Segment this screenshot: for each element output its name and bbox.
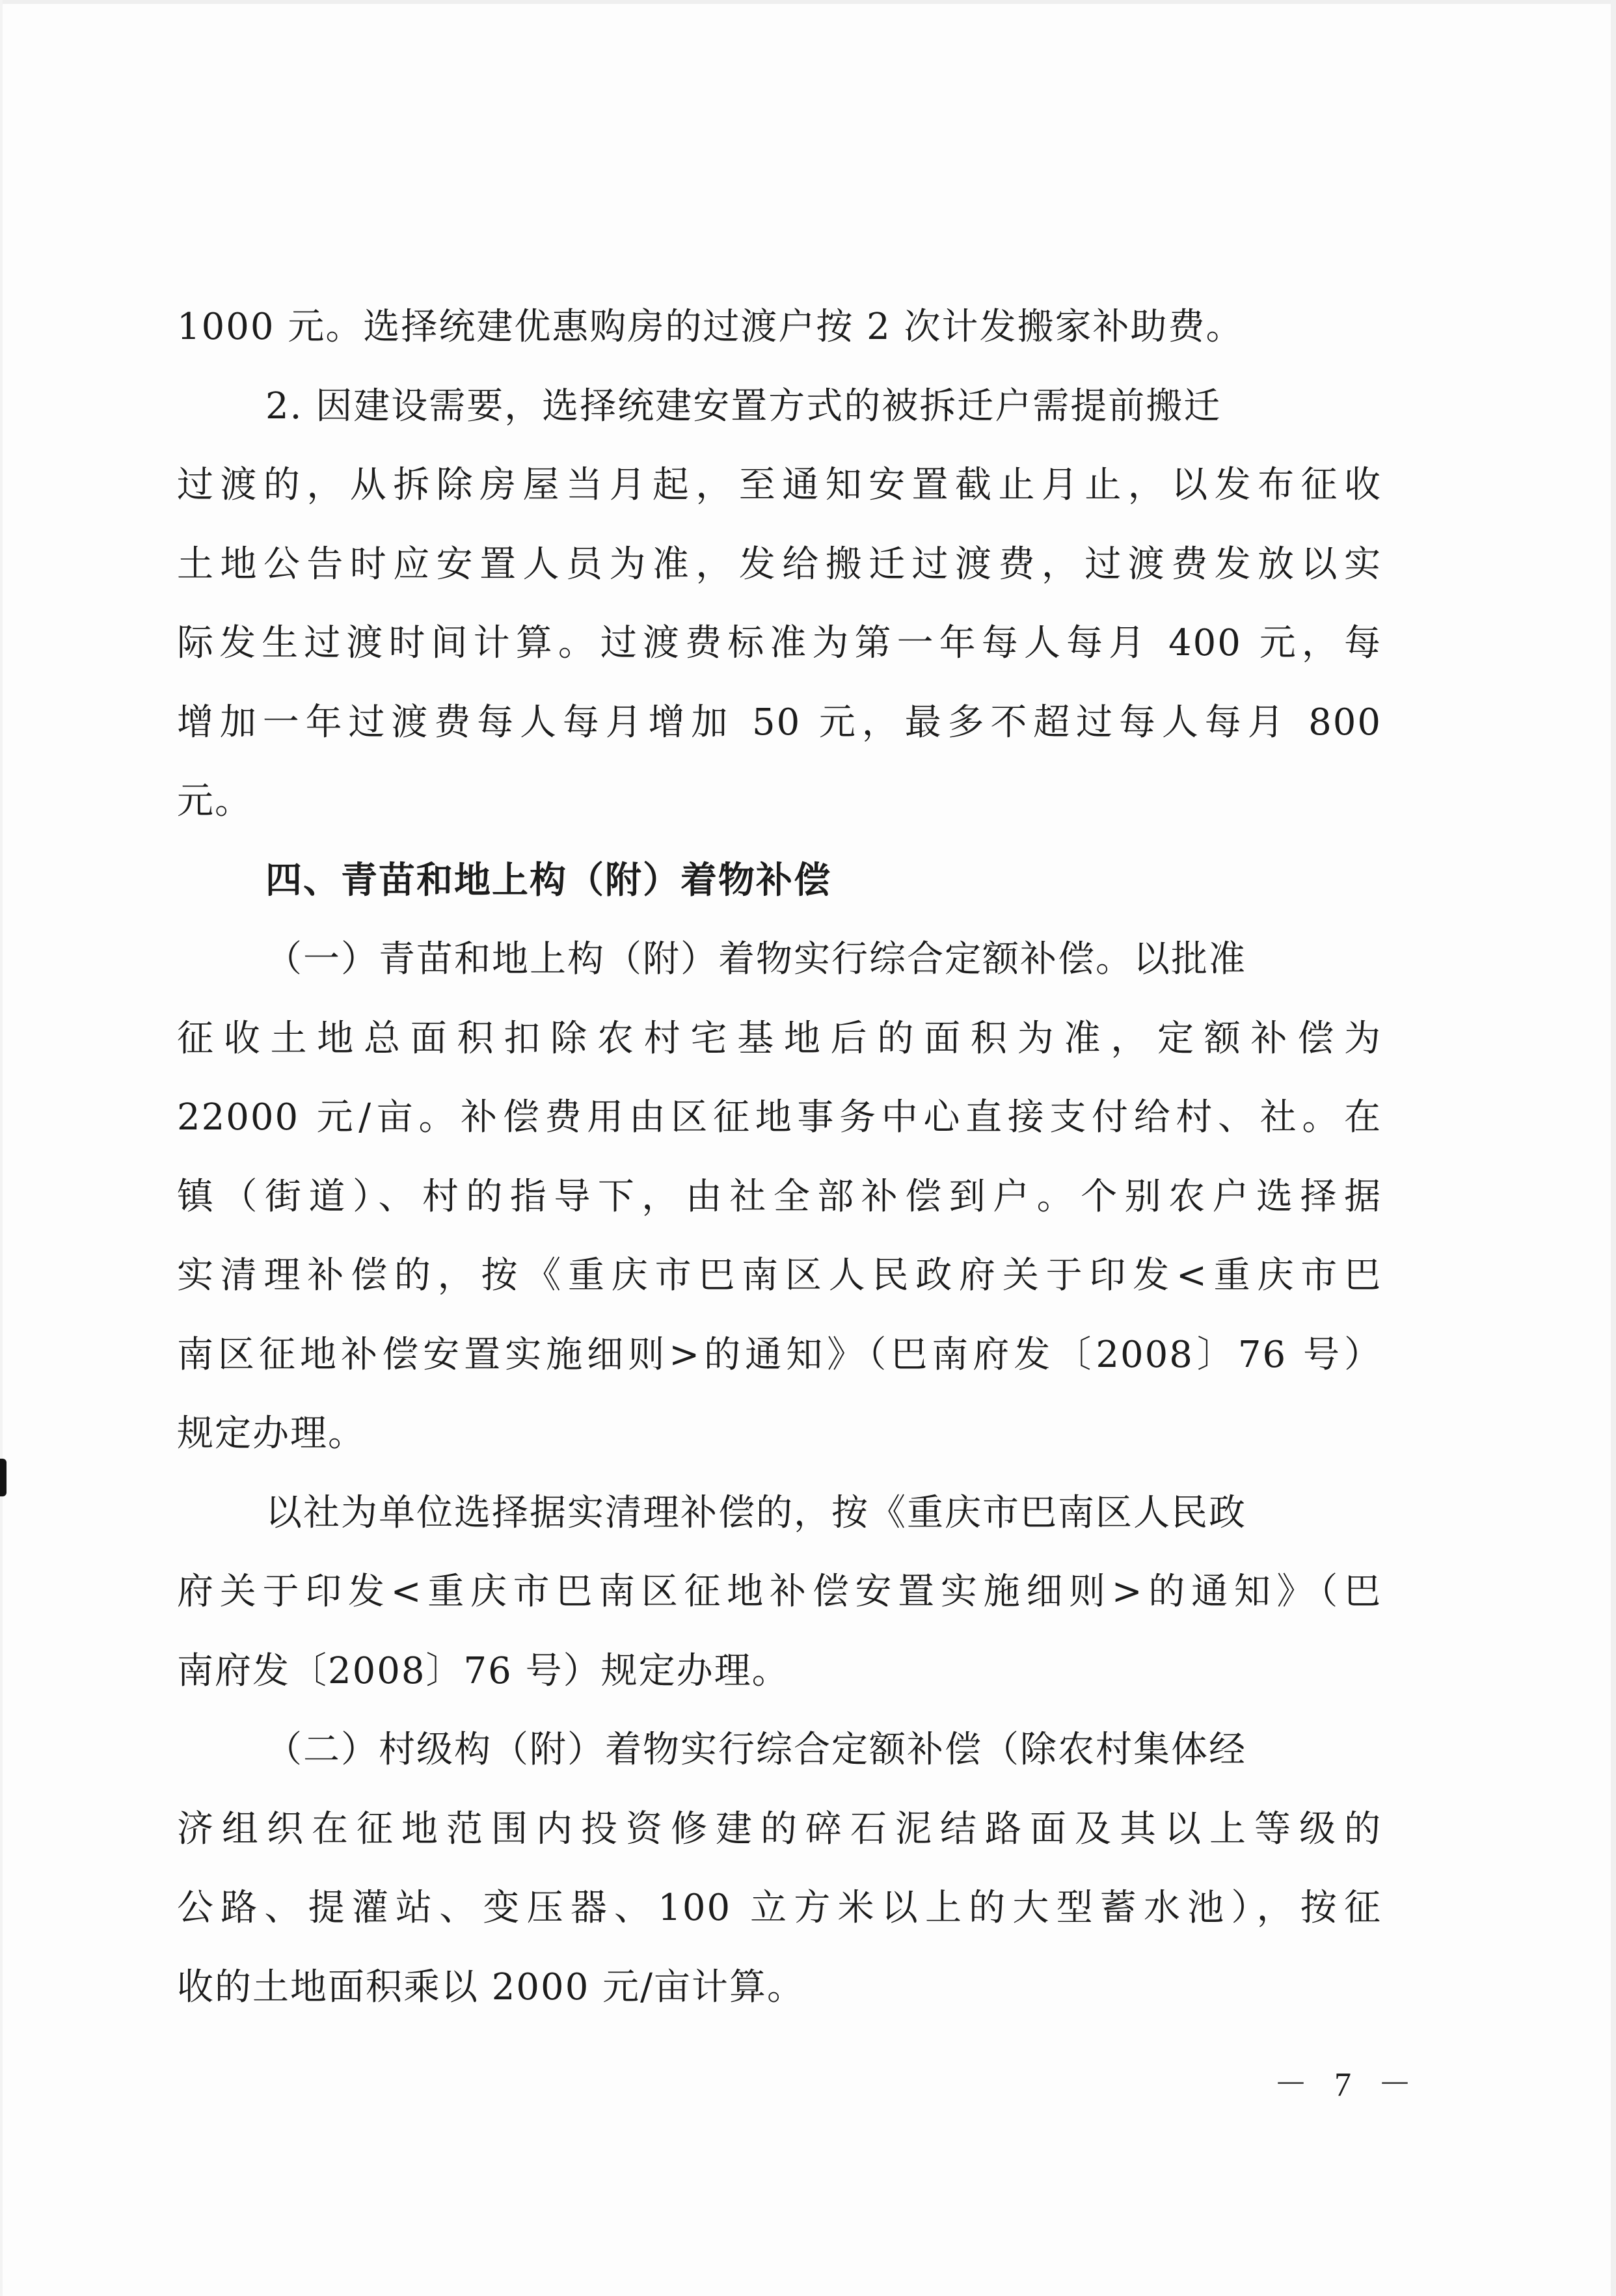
text-line: 际发生过渡时间计算。过渡费标准为第一年每人每月 400 元，每 [177, 622, 1382, 664]
text-line: 府关于印发<重庆市巴南区征地补偿安置实施细则>的通知》（巴 [177, 1571, 1382, 1613]
text-line: 实清理补偿的，按《重庆市巴南区人民政府关于印发<重庆市巴 [177, 1254, 1382, 1297]
text-line: 南府发〔2008〕76 号）规定办理。 [177, 1649, 790, 1692]
text-line: 过渡的，从拆除房屋当月起，至通知安置截止月止，以发布征收 [177, 464, 1382, 506]
text-line: 2. 因建设需要，选择统建安置方式的被拆迁户需提前搬迁 [265, 385, 1222, 427]
text-line: 公路、提灌站、变压器、100 立方米以上的大型蓄水池），按征 [177, 1887, 1382, 1929]
scan-edge-right [1611, 0, 1616, 2296]
text-line: 元。 [177, 780, 252, 822]
text-line: 镇（街道）、村的指导下，由社全部补偿到户。个别农户选择据 [177, 1175, 1382, 1218]
scan-edge-left [0, 0, 3, 2296]
text-line: 1000 元。选择统建优惠购房的过渡户按 2 次计发搬家补助费。 [177, 306, 1244, 348]
text-line: （二）村级构（附）着物实行综合定额补偿（除农村集体经 [265, 1729, 1246, 1771]
text-line: 征收土地总面积扣除农村宅基地后的面积为准，定额补偿为 [177, 1017, 1382, 1060]
page-number: － 7 － [1274, 2066, 1421, 2103]
section-heading: 四、青苗和地上构（附）着物补偿 [265, 859, 831, 902]
text-line: 规定办理。 [177, 1412, 366, 1455]
document-body [177, 288, 1382, 2027]
text-line: 土地公告时应安置人员为准，发给搬迁过渡费，过渡费发放以实 [177, 543, 1382, 586]
text-line: 收的土地面积乘以 2000 元/亩计算。 [177, 1965, 805, 2008]
text-line: 济组织在征地范围内投资修建的碎石泥结路面及其以上等级的 [177, 1807, 1382, 1850]
text-line: （一）青苗和地上构（附）着物实行综合定额补偿。以批准 [265, 938, 1246, 980]
text-line: 22000 元/亩。补偿费用由区征地事务中心直接支付给村、社。在 [177, 1096, 1382, 1139]
binding-hole-mark [0, 1459, 7, 1496]
text-line: 南区征地补偿安置实施细则>的通知》（巴南府发〔2008〕76 号） [177, 1333, 1382, 1376]
scan-edge-top [0, 0, 1616, 4]
text-line: 以社为单位选择据实清理补偿的，按《重庆市巴南区人民政 [265, 1491, 1246, 1534]
text-line: 增加一年过渡费每人每月增加 50 元，最多不超过每人每月 800 [177, 701, 1382, 744]
